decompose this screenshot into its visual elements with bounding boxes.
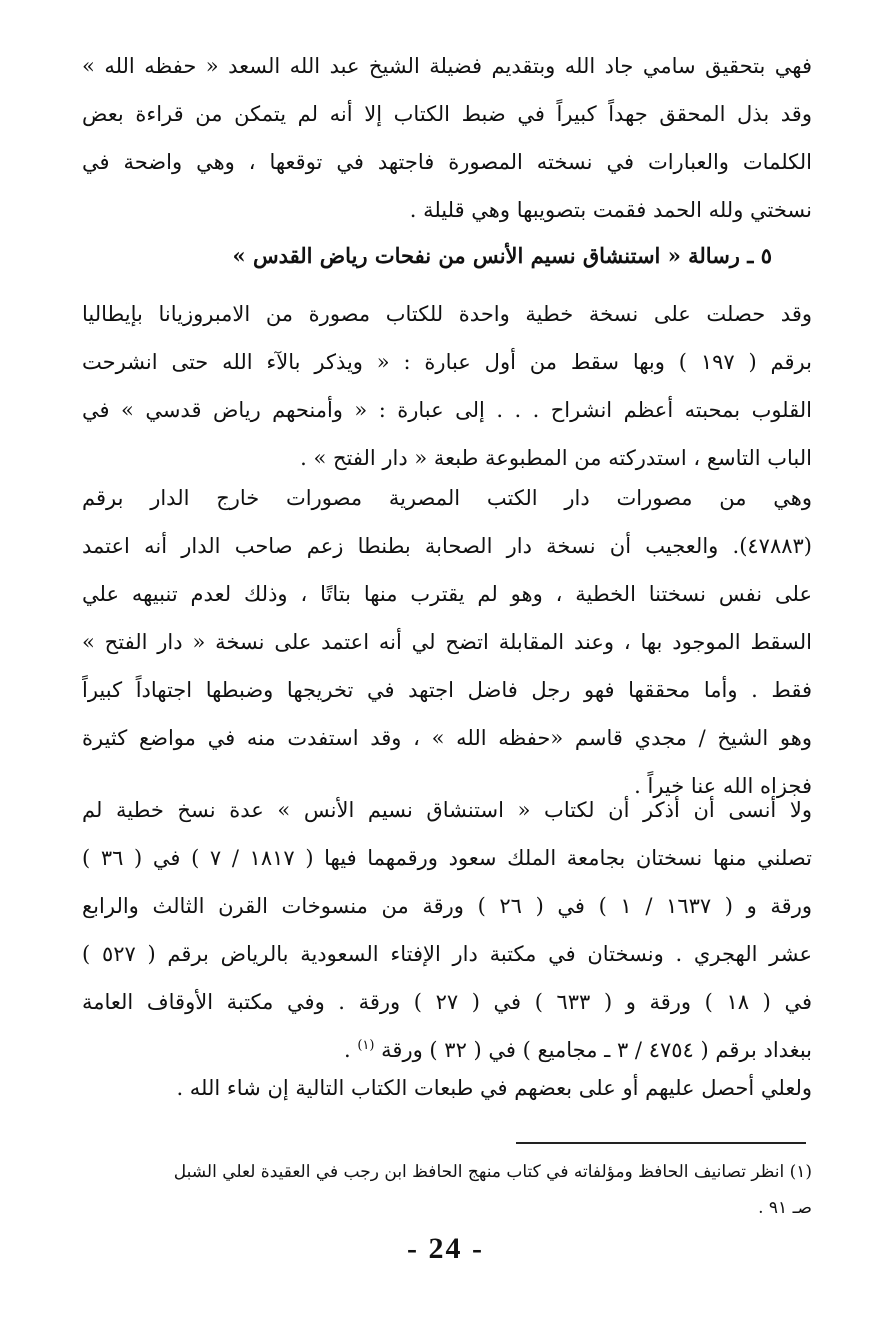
text-line: الباب التاسع ، استدركته من المطبوعة طبعة « دار الفتح » . bbox=[300, 446, 812, 470]
page-number: - 24 - bbox=[407, 1232, 484, 1265]
text-line: عشر الهجري . ونسختان في مكتبة دار الإفتاء السعودية بالرياض برقم ( ٥٢٧ ) bbox=[82, 942, 812, 966]
text-line: وقد بذل المحقق جهداً كبيراً في ضبط الكتاب إلا أنه لم يتمكن من قراءة بعض bbox=[82, 102, 812, 126]
text-line: السقط الموجود بها ، وعند المقابلة اتضح لي أنه اعتمد على نسخة « دار الفتح » bbox=[82, 630, 812, 654]
text-line: وهو الشيخ / مجدي قاسم «حفظه الله » ، وقد استفدت منه في مواضع كثيرة bbox=[82, 726, 812, 750]
footnote bbox=[82, 1154, 812, 1226]
paragraph-4 bbox=[82, 786, 812, 1074]
footnote-line: (١) انظر تصانيف الحافظ ومؤلفاته في كتاب منهج الحافظ ابن رجب في العقيدة لعلي الشبل bbox=[173, 1162, 812, 1182]
text-line: تصلني منها نسختان بجامعة الملك سعود ورقمهما فيها ( ١٨١٧ / ٧ ) في ( ٣٦ ) bbox=[82, 846, 812, 870]
text-line: برقم ( ١٩٧ ) وبها سقط من أول عبارة : « ويذكر بالآء الله حتى انشرحت bbox=[82, 350, 812, 374]
paragraph-3 bbox=[82, 474, 812, 810]
text-line: ولا أنسى أن أذكر أن لكتاب « استنشاق نسيم الأنس » عدة نسخ خطية لم bbox=[82, 798, 812, 822]
text-line: فجزاه الله عنا خيراً . bbox=[634, 774, 812, 798]
text-line: على نفس نسختنا الخطية ، وهو لم يقترب منها بتاتًا ، وذلك لعدم تنبيهه علي bbox=[82, 582, 812, 606]
text-line: في ( ١٨ ) ورقة و ( ٦٣٣ ) في ( ٢٧ ) ورقة . وفي مكتبة الأوقاف العامة bbox=[82, 990, 812, 1014]
footnote-separator bbox=[516, 1142, 806, 1144]
text-line: القلوب بمحبته أعظم انشراح . . . إلى عبارة : « وأمنحهم رياض قدسي » في bbox=[82, 398, 812, 422]
paragraph-1 bbox=[82, 42, 812, 234]
footnote-reference: (١) bbox=[357, 1038, 375, 1053]
text-line: فقط . وأما محققها فهو رجل فاضل اجتهد في تخريجها وضبطها اجتهاداً كبيراً bbox=[82, 678, 812, 702]
text-fragment: ببغداد برقم ( ٤٧٥٤ / ٣ ـ مجاميع ) في ( ٣٢ ) ورقة bbox=[381, 1038, 812, 1062]
text-line: وهي من مصورات دار الكتب المصرية مصورات خارج الدار برقم bbox=[82, 486, 812, 510]
text-line: ولعلي أحصل عليهم أو على بعضهم في طبعات الكتاب التالية إن شاء الله . bbox=[176, 1076, 812, 1100]
text-line: ورقة و ( ١٦٣٧ / ١ ) في ( ٢٦ ) ورقة من منسوخات القرن الثالث والرابع bbox=[82, 894, 812, 918]
text-line: فهي بتحقيق سامي جاد الله وبتقديم فضيلة الشيخ عبد الله السعد « حفظه الله » bbox=[82, 54, 812, 78]
footnote-line: صـ ٩١ . bbox=[758, 1198, 812, 1218]
text-fragment: . bbox=[343, 1038, 358, 1062]
text-line: نسختي ولله الحمد فقمت بتصويبها وهي قليلة . bbox=[409, 198, 812, 222]
paragraph-5 bbox=[82, 1064, 812, 1112]
text-line: وقد حصلت على نسخة خطية واحدة للكتاب مصورة من الامبروزيانا بإيطاليا bbox=[82, 302, 812, 326]
paragraph-2 bbox=[82, 290, 812, 482]
text-line: الكلمات والعبارات في نسخته المصورة فاجتهد في توقعها ، وهي واضحة في bbox=[82, 150, 812, 174]
section-heading: ٥ ـ رسالة « استنشاق نسيم الأنس من نفحات رياض القدس » bbox=[232, 243, 772, 268]
text-line: (٤٧٨٨٣). والعجيب أن نسخة دار الصحابة بطنطا زعم صاحب الدار أنه اعتمد bbox=[82, 534, 812, 558]
